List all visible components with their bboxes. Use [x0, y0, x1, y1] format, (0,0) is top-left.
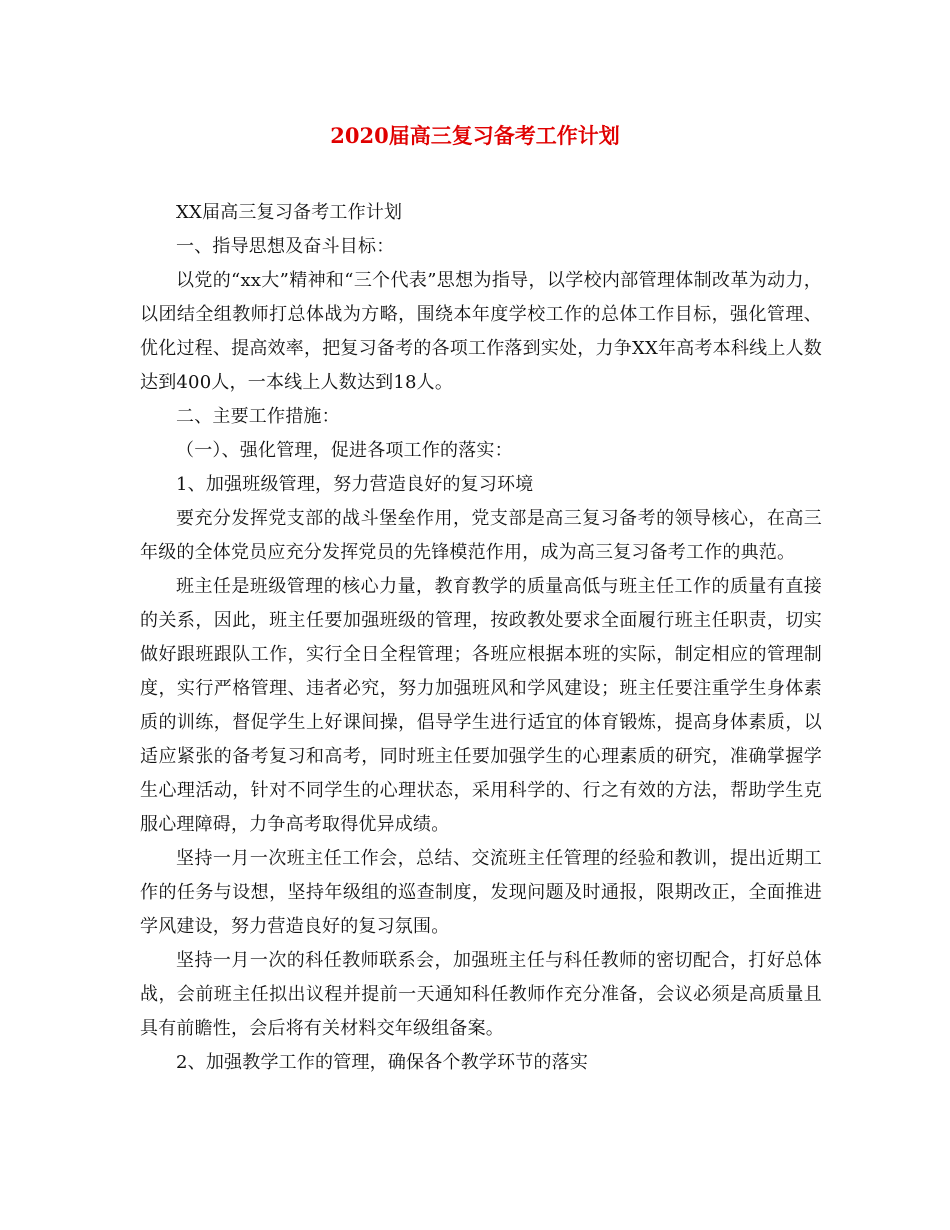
section-heading-guiding-ideology: 一、指导思想及奋斗目标： — [176, 236, 395, 257]
paragraph-teacher-liaison: 坚持一月一次的科任教师联系会，加强班主任与科任教师的密切配合，打好总体战，会前班主任拟出议程并提前一天通知科任教师作充分准备，会议必须是高质量且具有前瞻性，会后将有关材料交年级组备案。 — [140, 950, 822, 1039]
paragraph-party-branch: 要充分发挥党支部的战斗堡垒作用，党支部是高三复习备考的领导核心，在高三年级的全体党员应充分发挥党员的先锋模范作用，成为高三复习备考工作的典范。 — [140, 508, 822, 563]
paragraph-goals: 以党的“xx大”精神和“三个代表”思想为指导，以学校内部管理体制改革为动力，以团结全组教师打总体战为方略，围绕本年度学校工作的总体工作目标，强化管理、优化过程、提高效率，把复习备考的各项工作落到实处，力争XX年高考本科线上人数达到400人，一本线上人数达到18人。 — [140, 270, 822, 393]
paragraph-head-teacher: 班主任是班级管理的核心力量，教育教学的质量高低与班主任工作的质量有直接的关系，因此，班主任要加强班级的管理，按政教处要求全面履行班主任职责，切实做好跟班跟队工作，实行全日全程管理；各班应根据本班的实际，制定相应的管理制度，实行严格管理、违者必究，努力加强班风和学风建设；班主任要注重学生身体素质的训练，督促学生上好课间操，倡导学生进行适宜的体育锻炼，提高身体素质，以适应紧张的备考复习和高考，同时班主任要加强学生的心理素质的研究，准确掌握学生心理活动，针对不同学生的心理状态，采用科学的、行之有效的方法，帮助学生克服心理障碍，力争高考取得优异成绩。 — [140, 576, 822, 835]
document-body — [140, 196, 822, 1080]
item-heading-teaching-management: 2、加强教学工作的管理，确保各个教学环节的落实 — [176, 1052, 589, 1073]
document-title: 2020届高三复习备考工作计划 — [330, 123, 620, 148]
paragraph-heading: XX届高三复习备考工作计划 — [176, 202, 403, 223]
subsection-heading-management: （一）、强化管理，促进各项工作的落实： — [176, 440, 513, 461]
item-heading-class-management: 1、加强班级管理，努力营造良好的复习环境 — [176, 474, 534, 495]
paragraph-monthly-meeting: 坚持一月一次班主任工作会，总结、交流班主任管理的经验和教训，提出近期工作的任务与设想，坚持年级组的巡查制度，发现问题及时通报，限期改正，全面推进学风建设，努力营造良好的复习氛围。 — [140, 848, 822, 937]
section-heading-main-measures: 二、主要工作措施： — [176, 406, 340, 427]
